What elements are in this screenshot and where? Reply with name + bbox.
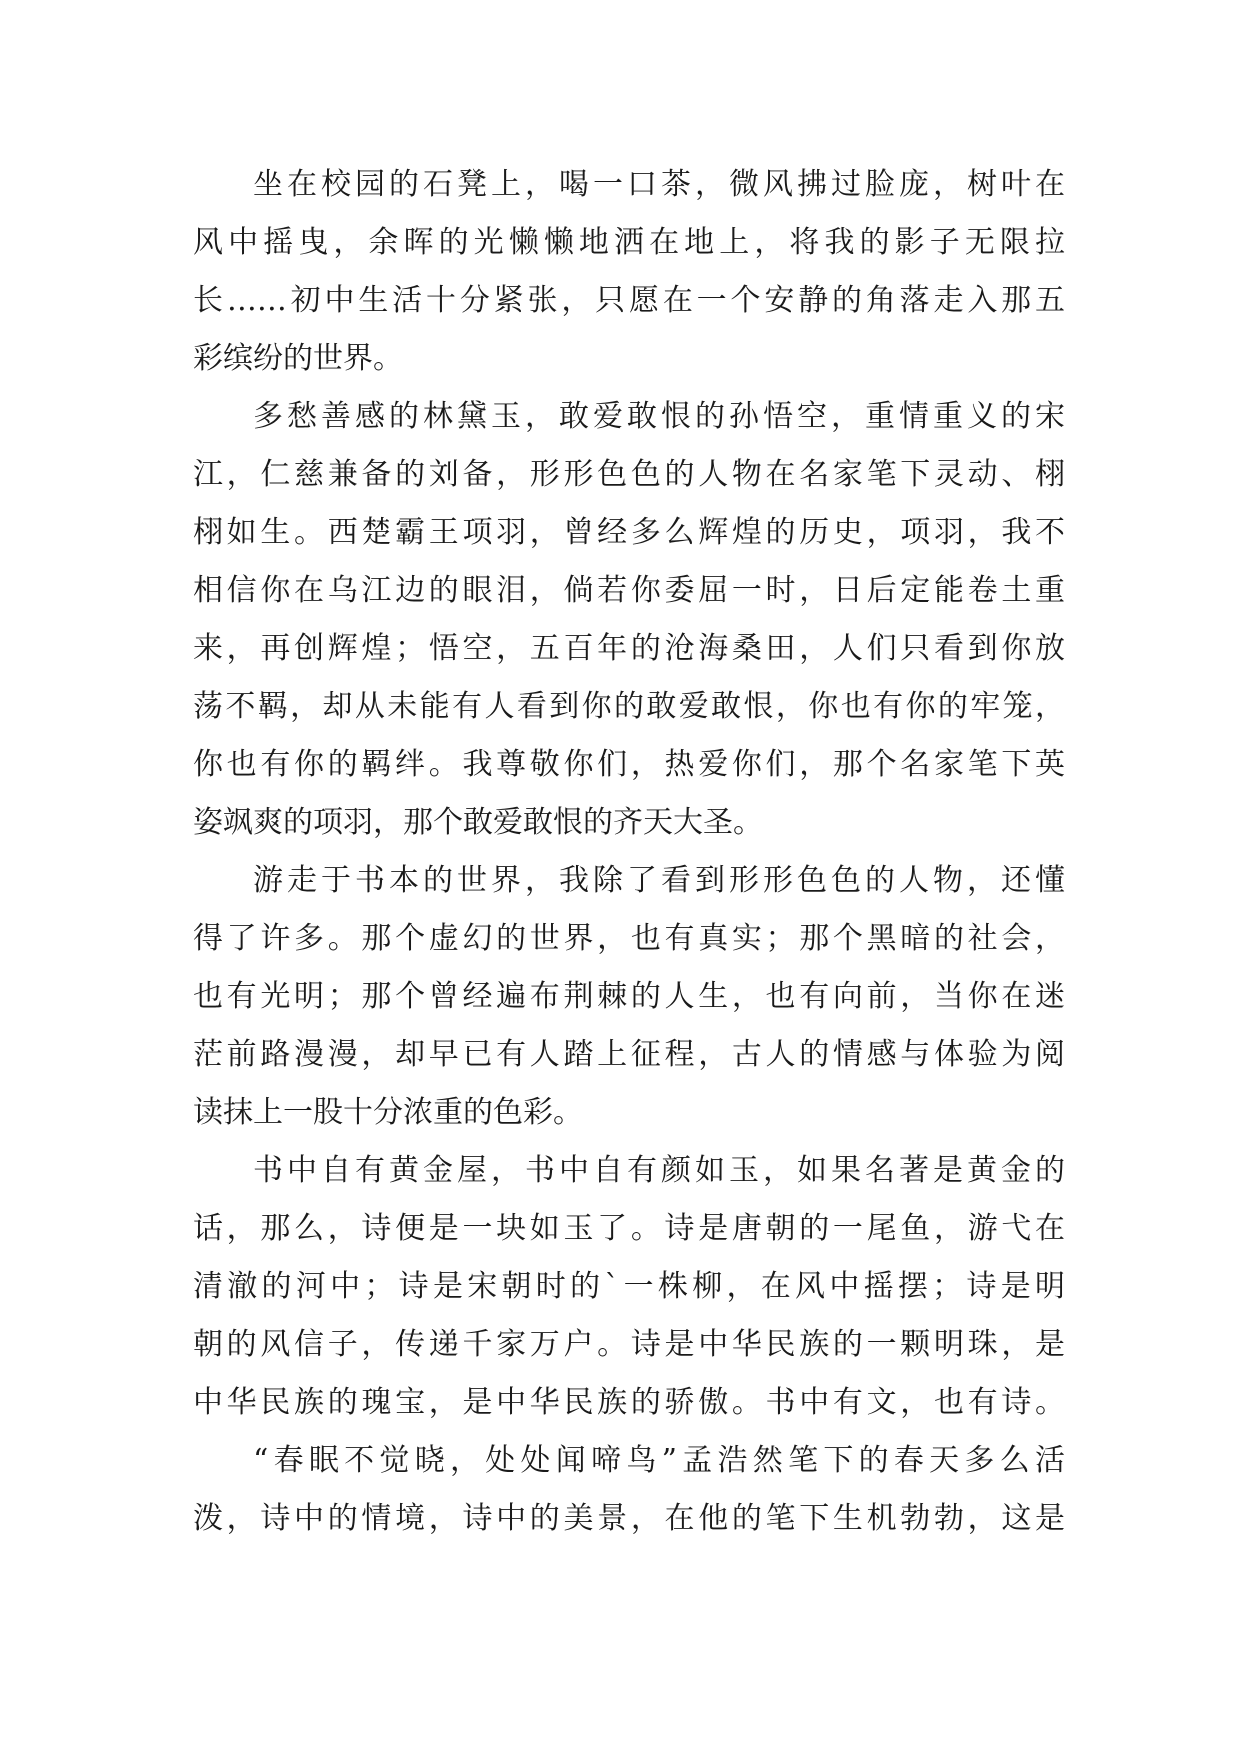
- text-line: 书中自有黄金屋，书中自有颜如玉，如果名著是黄金的: [253, 1153, 1065, 1188]
- text-line: 多愁善感的林黛玉，敢爱敢恨的孙悟空，重情重义的宋: [253, 399, 1065, 434]
- paragraph: [193, 852, 1065, 1142]
- text-line: 读抹上一股十分浓重的色彩。: [193, 1095, 583, 1130]
- text-line: 中华民族的瑰宝，是中华民族的骄傲。书中有文，也有诗。: [193, 1385, 1065, 1420]
- text-line: 也有光明；那个曾经遍布荆棘的人生，也有向前，当你在迷: [193, 979, 1065, 1014]
- text-line: 荡不羁，却从未能有人看到你的敢爱敢恨，你也有你的牢笼，: [193, 689, 1065, 724]
- text-line: 泼，诗中的情境，诗中的美景，在他的笔下生机勃勃，这是: [193, 1501, 1065, 1536]
- text-line: 话，那么，诗便是一块如玉了。诗是唐朝的一尾鱼，游弋在: [193, 1211, 1065, 1246]
- text-line: 你也有你的羁绊。我尊敬你们，热爱你们，那个名家笔下英: [193, 747, 1065, 782]
- body-text: [193, 156, 1065, 1548]
- text-line: 得了许多。那个虚幻的世界，也有真实；那个黑暗的社会，: [193, 921, 1065, 956]
- text-line: 茫前路漫漫，却早已有人踏上征程，古人的情感与体验为阅: [193, 1037, 1065, 1072]
- paragraph: [193, 1142, 1065, 1432]
- text-line: 来，再创辉煌；悟空，五百年的沧海桑田，人们只看到你放: [193, 631, 1065, 666]
- text-line: 朝的风信子，传递千家万户。诗是中华民族的一颗明珠，是: [193, 1327, 1065, 1362]
- paragraph: [193, 156, 1065, 388]
- paragraph: [193, 388, 1065, 852]
- text-line: 彩缤纷的世界。: [193, 341, 403, 376]
- text-line: 风中摇曳，余晖的光懒懒地洒在地上，将我的影子无限拉: [193, 225, 1065, 260]
- text-line: 江，仁慈兼备的刘备，形形色色的人物在名家笔下灵动、栩: [193, 457, 1065, 492]
- text-line: 清澈的河中；诗是宋朝时的`一株柳，在风中摇摆；诗是明: [193, 1269, 1065, 1304]
- text-line: 坐在校园的石凳上，喝一口茶，微风拂过脸庞，树叶在: [253, 167, 1065, 202]
- text-line: 长……初中生活十分紧张，只愿在一个安静的角落走入那五: [193, 283, 1065, 318]
- text-line: “春眠不觉晓，处处闻啼鸟”孟浩然笔下的春天多么活: [253, 1443, 1065, 1478]
- text-line: 相信你在乌江边的眼泪，倘若你委屈一时，日后定能卷土重: [193, 573, 1065, 608]
- paragraph: [193, 1432, 1065, 1548]
- text-line: 栩如生。西楚霸王项羽，曾经多么辉煌的历史，项羽，我不: [193, 515, 1065, 550]
- text-line: 姿飒爽的项羽，那个敢爱敢恨的齐天大圣。: [193, 805, 763, 840]
- text-line: 游走于书本的世界，我除了看到形形色色的人物，还懂: [253, 863, 1065, 898]
